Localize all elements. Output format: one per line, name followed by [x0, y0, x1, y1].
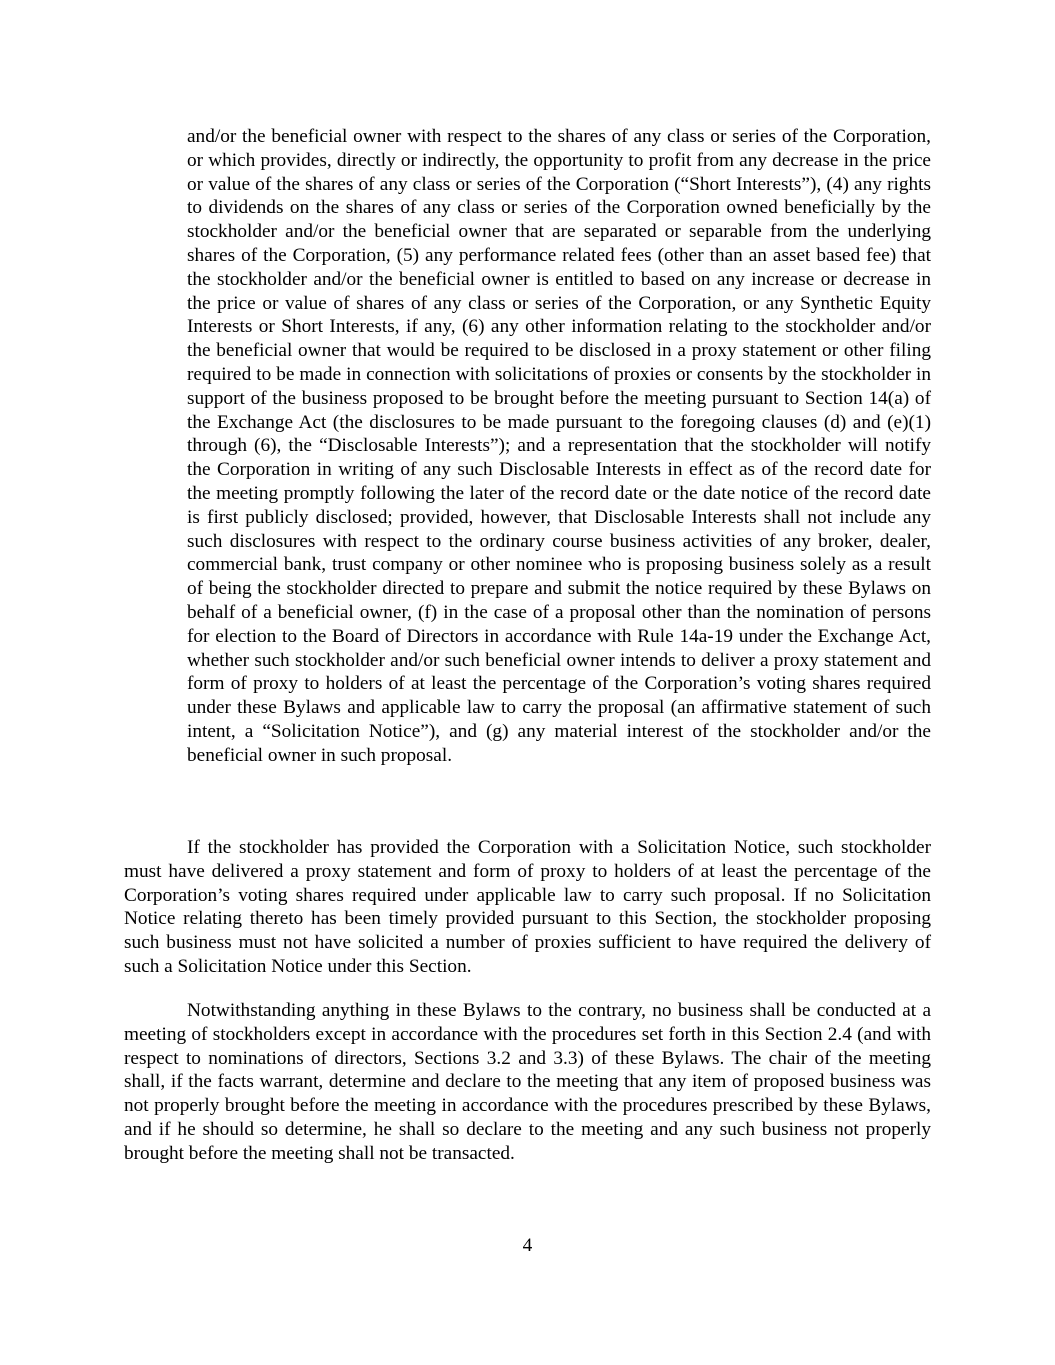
paragraph-disclosable-interests: and/or the beneficial owner with respect to the shares of any class or series of the Corporation, or which provides, directly or indirectly, the opportunity to profit from any decrease in the price or value of the shares of any class or series of the Corporation (“Short Interests”), (4) any rights to dividends on the shares of any class or series of the Corporation owned beneficially by the stockholder and/or the beneficial owner that are separated or separable from the underlying shares of the Corporation, (5) any performance related fees (other than an asset based fee) that the stockholder and/or the beneficial owner is entitled to based on any increase or decrease in the price or value of shares of any class or series of the Corporation, or any Synthetic Equity Interests or Short Interests, if any, (6) any other information relating to the stockholder and/or the beneficial owner that would be required to be disclosed in a proxy statement or other filing required to be made in connection with solicitations of proxies or consents by the stockholder in support of the business proposed to be brought before the meeting pursuant to Section 14(a) of the Exchange Act (the disclosures to be made pursuant to the foregoing clauses (d) and (e)(1) through (6), the “Disclosable Interests”); and a representation that the stockholder will notify the Corporation in writing of any such Disclosable Interests in effect as of the record date for the meeting promptly following the later of the record date or the date notice of the record date is first publicly disclosed; provided, however, that Disclosable Interests shall not include any such disclosures with respect to the ordinary course business activities of any broker, dealer, commercial bank, trust company or other nominee who is proposing business solely as a result of being the stockholder directed to prepare and submit the notice required by these Bylaws on behalf of a beneficial owner, (f) in the case of a proposal other than the nomination of persons for election to the Board of Directors in accordance with Rule 14a-19 under the Exchange Act, whether such stockholder and/or such beneficial owner intends to deliver a proxy statement and form of proxy to holders of at least the percentage of the Corporation’s voting shares required under these Bylaws and applicable law to carry the proposal (an affirmative statement of such intent, a “Solicitation Notice”), and (g) any material interest of the stockholder and/or the beneficial owner in such proposal.: [187, 126, 931, 766]
paragraph-notwithstanding: Notwithstanding anything in these Bylaws to the contrary, no business shall be conducted at a meeting of stockholders except in accordance with the procedures set forth in this Section 2.4 (and with respect to nominations of directors, Sections 3.2 and 3.3) of these Bylaws. The chair of the meeting shall, if the facts warrant, determine and declare to the meeting that any item of proposed business was not properly brought before the meeting in accordance with the procedures prescribed by these Bylaws, and if he should so determine, he shall so declare to the meeting and any such business not properly brought before the meeting shall not be transacted.: [124, 1000, 931, 1164]
page-number: 4: [522, 1235, 533, 1256]
paragraph-solicitation-notice: If the stockholder has provided the Corporation with a Solicitation Notice, such stockholder must have delivered a proxy statement and form of proxy to holders of at least the percentage of the Corporation’s voting shares required under applicable law to carry such proposal. If no Solicitation Notice relating thereto has been timely provided pursuant to this Section, the stockholder proposing such business must not have solicited a number of proxies sufficient to have required the delivery of such a Solicitation Notice under this Section.: [124, 837, 931, 977]
